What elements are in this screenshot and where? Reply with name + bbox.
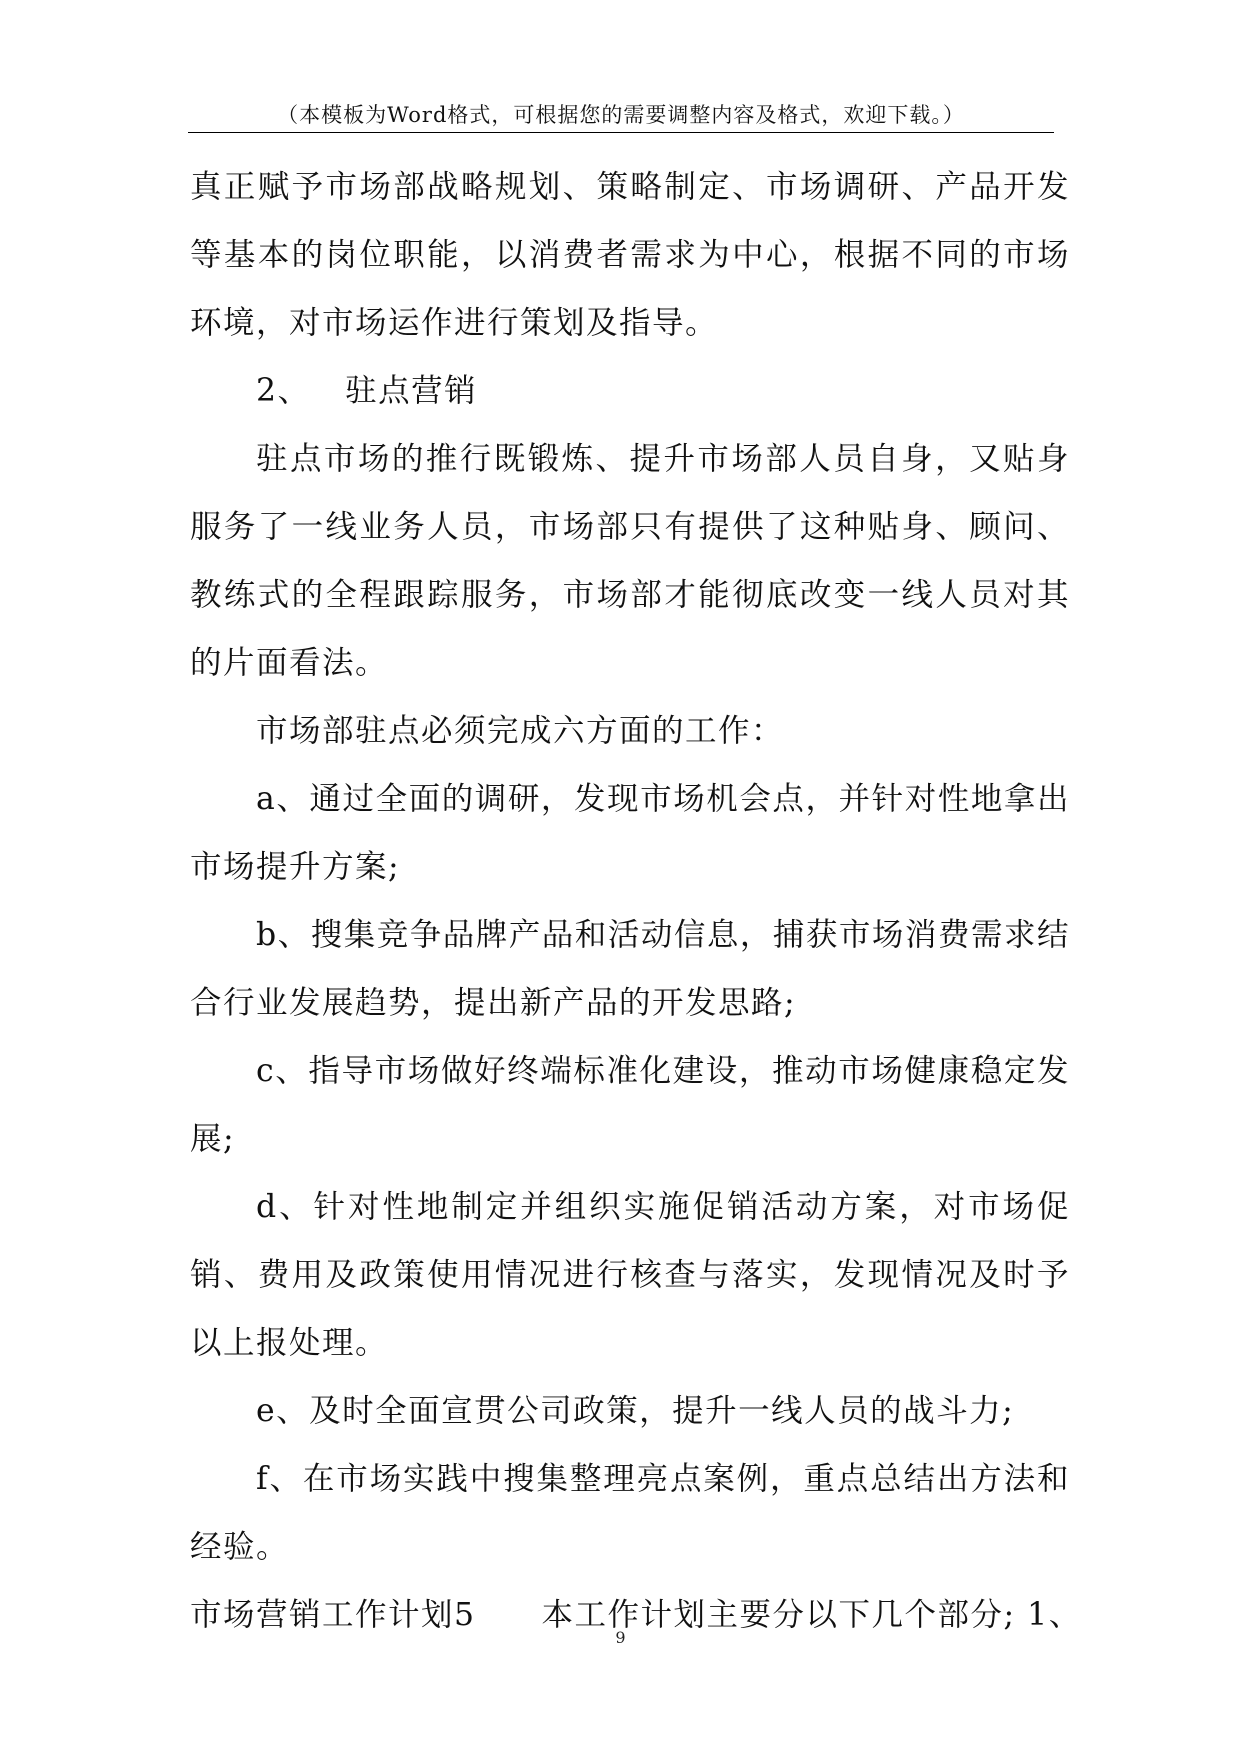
document-body (190, 153, 1082, 1649)
list-item-e: e、及时全面宣贯公司政策，提升一线人员的战斗力; (256, 1393, 1015, 1429)
page-number: 9 (615, 1628, 626, 1647)
paragraph-six-tasks-intro: 市场部驻点必须完成六方面的工作： (256, 713, 785, 749)
section-heading (190, 357, 1070, 425)
paragraph-onsite-marketing: 驻点市场的推行既锻炼、提升市场部人员自身，又贴身服务了一线业务人员，市场部只有提供了这种贴身、顾问、教练式的全程跟踪服务，市场部才能彻底改变一线人员对其的片面看法。 (190, 441, 1070, 681)
list-item-d: d、针对性地制定并组织实施促销活动方案，对市场促销、费用及政策使用情况进行核查与落实，发现情况及时予以上报处理。 (190, 1189, 1070, 1361)
document-header-note: （本模板为Word格式，可根据您的需要调整内容及格式，欢迎下载。） (188, 98, 1054, 133)
list-item-b: b、搜集竞争品牌产品和活动信息，捕获市场消费需求结合行业发展趋势，提出新产品的开发思路; (190, 917, 1070, 1021)
next-plan-title: 市场营销工作计划5 (190, 1597, 476, 1633)
section-number: 2、 (256, 373, 311, 409)
list-item-a: a、通过全面的调研，发现市场机会点，并针对性地拿出市场提升方案; (190, 781, 1070, 885)
section-title: 驻点营销 (345, 373, 478, 409)
list-item-c: c、指导市场做好终端标准化建设，推动市场健康稳定发展; (190, 1053, 1070, 1157)
paragraph-market-dept-role: 真正赋予市场部战略规划、策略制定、市场调研、产品开发等基本的岗位职能，以消费者需求为中心，根据不同的市场环境，对市场运作进行策划及指导。 (190, 169, 1070, 341)
next-plan-intro: 本工作计划主要分以下几个部分; 1、 (541, 1597, 1082, 1633)
list-item-f: f、在市场实践中搜集整理亮点案例，重点总结出方法和经验。 (190, 1461, 1070, 1565)
